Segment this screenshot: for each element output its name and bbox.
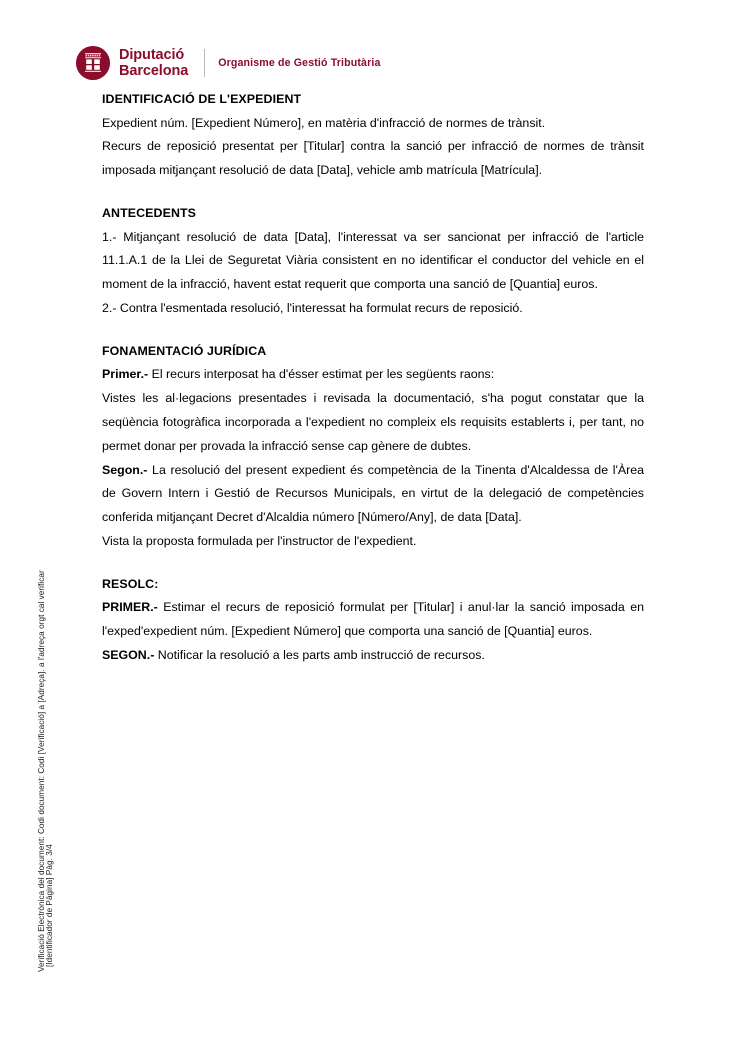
heading-fonamentacio: FONAMENTACIÓ JURÍDICA: [102, 343, 267, 358]
heading-identificacio: IDENTIFICACIÓ DE L'EXPEDIENT: [102, 92, 302, 106]
identificacio-paragraph: Recurs de reposició presentat per [Titular] contra la sanció per infracció de normes de trànsit imposada mitjançant resolució de data [Data], vehicle amb matrícula [Matrícula].: [102, 139, 644, 178]
brand-divider: [204, 49, 205, 77]
fonamentacio-segon-text: La resolució del present expedient és competència de la Tinenta d'Alcaldessa de l'Àrea de Govern Intern i Gestió de Recursos Municipals, en virtut de la delegació de competències conferida mitjançant Decret d'Alcaldia número [Número/Any], de data [Data].: [102, 462, 644, 525]
antecedents-item-2: 2.- Contra l'esmentada resolució, l'interessat ha formulat recurs de reposició.: [102, 301, 523, 315]
diputacio-barcelona-emblem-icon: [76, 46, 110, 80]
document-body: [102, 88, 644, 668]
brand-line-barcelona: Barcelona: [119, 63, 189, 79]
left-margin-strip: [0, 0, 62, 1061]
spacer: [102, 183, 644, 202]
spacer: [102, 554, 644, 573]
resolc-segon: [102, 644, 644, 668]
fonamentacio-segon-label: Segon.-: [102, 462, 148, 477]
document-header: [76, 42, 381, 84]
brand-wordmark: [119, 47, 188, 79]
fonamentacio-primer-label: Primer.-: [102, 367, 149, 382]
page-identifier-stamp: [Identificador de Pàgina] Pàg. 3/4: [45, 844, 54, 967]
brand-line-diputacio: Diputació: [119, 46, 185, 63]
resolc-primer-label: PRIMER.-: [102, 600, 158, 615]
heading-resolc: RESOLC:: [102, 576, 159, 591]
fonamentacio-primer-body: Vistes les al·legacions presentades i revisada la documentació, s'ha pogut constatar que la seqüència fotogràfica incorporada a l'expedient no compleix els requisits establerts i, per tant, no permet donar per provada la infracció sense cap gènere de dubtes.: [102, 391, 644, 453]
document-page: [76, 0, 656, 1061]
fonamentacio-primer-text: El recurs interposat ha d'ésser estimat per les següents raons:: [148, 367, 495, 382]
fonamentacio-vista: Vista la proposta formulada per l'instructor de l'expedient.: [102, 534, 417, 549]
organisme-label: Organisme de Gestió Tributària: [218, 57, 381, 69]
spacer: [102, 321, 644, 340]
antecedents-item-1: 1.- Mitjançant resolució de data [Data], l'interessat va ser sancionat per infracció de l'article 11.1.A.1 de la Llei de Seguretat Viària consistent en no identificar el conductor del vehicle en el moment de la infracció, havent estat requerit que comporta una sanció de [Quantia] euros.: [102, 229, 644, 292]
heading-antecedents: ANTECEDENTS: [102, 206, 197, 220]
resolc-primer: [102, 596, 644, 644]
resolc-primer-text: Estimar el recurs de reposició formulat per [Titular] i anul·lar la sanció imposada en l'exped'expedient núm. [Expedient Número] que comporta una sanció de [Quantia] euros.: [102, 600, 644, 639]
verification-stamp: Verificació Electrònica del document: Codi document: Codi [Verificació] a [Adreça]. a l'adreça orgt cal verificar: [37, 570, 46, 972]
resolc-segon-text: Notificar la resolució a les parts amb instrucció de recursos.: [154, 648, 485, 663]
resolc-segon-label: SEGON.-: [102, 648, 155, 663]
fonamentacio-primer: [102, 363, 644, 387]
fonamentacio-segon: [102, 459, 644, 530]
identificacio-line-1: Expedient núm. [Expedient Número], en matèria d'infracció de normes de trànsit.: [102, 115, 546, 130]
